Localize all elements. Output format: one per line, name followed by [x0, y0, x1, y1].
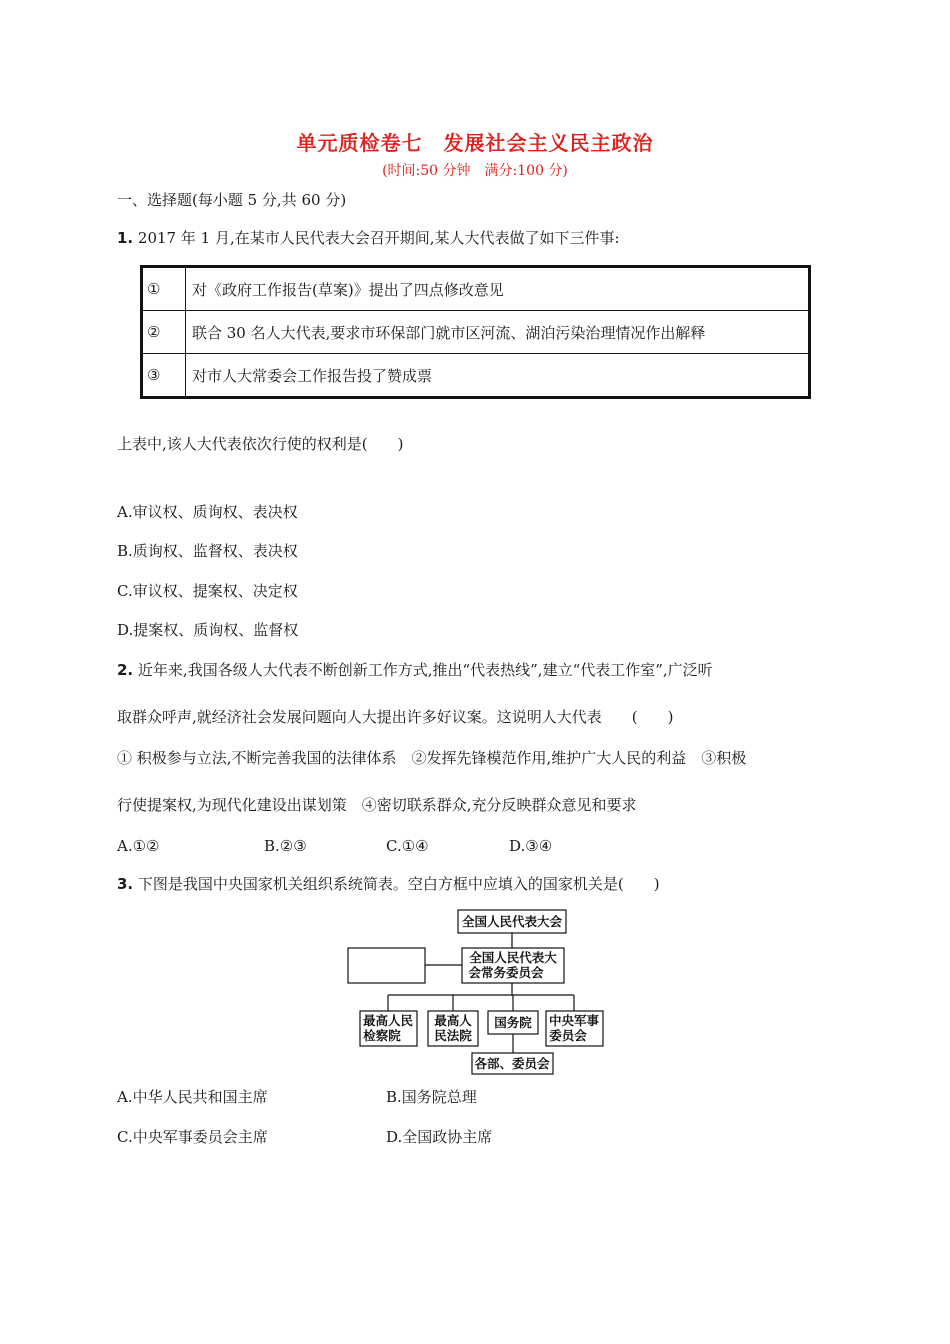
table-cell-mark: ①: [142, 267, 186, 311]
org-label-npc: 全国人民代表大会: [461, 914, 563, 929]
question-3-number: 3.: [117, 875, 134, 893]
page-title: 单元质检卷七 发展社会主义民主政治: [296, 131, 654, 155]
question-2-stem-line-2: 取群众呼声,就经济社会发展问题向人大提出许多好议案。这说明人大代表 ( ): [117, 708, 674, 726]
org-label-state-council: 国务院: [494, 1015, 532, 1030]
org-label-procuratorate-2: 检察院: [363, 1028, 401, 1043]
org-label-military-1: 中央军事: [548, 1013, 600, 1028]
question-2-option-c[interactable]: C.①④: [386, 837, 429, 855]
table-cell-text: 对《政府工作报告(草案)》提出了四点修改意见: [186, 267, 810, 311]
question-3-option-b[interactable]: B.国务院总理: [386, 1088, 477, 1106]
question-3-stem: [117, 874, 660, 894]
section-heading: 一、选择题(每小题 5 分,共 60 分): [117, 191, 347, 209]
question-1-option-c[interactable]: C.审议权、提案权、决定权: [117, 582, 298, 600]
question-2-stem-line-1: 近年来,我国各级人大代表不断创新工作方式,推出“代表热线”,建立“代表工作室”,广泛听: [137, 661, 713, 679]
question-1-table: [140, 265, 811, 399]
org-label-military-2: 委员会: [549, 1028, 587, 1043]
question-1-option-b[interactable]: B.质询权、监督权、表决权: [117, 542, 298, 560]
org-label-court-1: 最高人: [434, 1013, 472, 1028]
question-1-stem: [117, 228, 620, 248]
question-1-option-a[interactable]: A.审议权、质询权、表决权: [117, 503, 298, 521]
question-2-statements-line-2: 行使提案权,为现代化建设出谋划策 ④密切联系群众,充分反映群众意见和要求: [117, 796, 637, 814]
table-cell-text: 对市人大常委会工作报告投了赞成票: [186, 354, 810, 398]
table-row: [142, 311, 810, 354]
question-1-option-d[interactable]: D.提案权、质询权、监督权: [117, 621, 299, 639]
org-label-court-2: 民法院: [434, 1028, 472, 1043]
org-label-procuratorate-1: 最高人民: [362, 1013, 414, 1028]
question-1-prompt: 上表中,该人大代表依次行使的权利是( ): [117, 435, 404, 453]
org-label-ministries: 各部、委员会: [474, 1056, 550, 1071]
table-cell-mark: ②: [142, 311, 186, 354]
question-3-option-d[interactable]: D.全国政协主席: [386, 1128, 493, 1146]
question-2-option-d[interactable]: D.③④: [509, 837, 553, 855]
question-2-option-b[interactable]: B.②③: [264, 837, 307, 855]
org-chart-diagram: [340, 905, 610, 1077]
question-3-stem-text: 下图是我国中央国家机关组织系统简表。空白方框中应填入的国家机关是( ): [137, 875, 660, 893]
table-cell-mark: ③: [142, 354, 186, 398]
org-label-standing-1: 全国人民代表大: [469, 950, 557, 965]
question-3-option-c[interactable]: C.中央军事委员会主席: [117, 1128, 268, 1146]
table-row: [142, 354, 810, 398]
question-2-number: 2.: [117, 661, 134, 679]
table-row: [142, 267, 810, 311]
question-1-stem-text: 2017 年 1 月,在某市人民代表大会召开期间,某人大代表做了如下三件事:: [137, 229, 620, 247]
org-label-standing-2: 会常务委员会: [468, 965, 544, 980]
org-box-blank[interactable]: [348, 948, 425, 983]
question-2-stem: [117, 660, 713, 680]
question-3-option-a[interactable]: A.中华人民共和国主席: [117, 1088, 268, 1106]
question-2-option-a[interactable]: A.①②: [117, 837, 160, 855]
page-subtitle: (时间:50 分钟 满分:100 分): [382, 163, 568, 179]
question-2-statements-line-1: ① 积极参与立法,不断完善我国的法律体系 ②发挥先锋模范作用,维护广大人民的利益 ③积极: [117, 749, 747, 767]
question-1-number: 1.: [117, 229, 134, 247]
table-cell-text: 联合 30 名人大代表,要求市环保部门就市区河流、湖泊污染治理情况作出解释: [186, 311, 810, 354]
